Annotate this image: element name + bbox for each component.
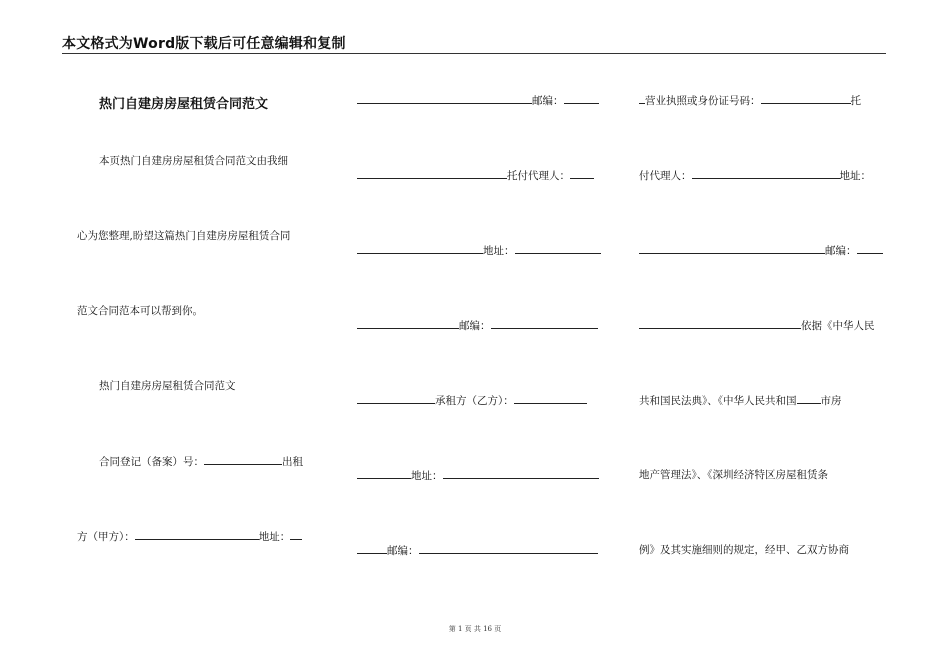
col3-line-4 <box>639 318 875 333</box>
col1-line-2: 心为您整理,盼望这篇热门自建房房屋租赁合同 <box>77 230 291 242</box>
blank-line <box>357 468 411 479</box>
blank-line <box>419 543 598 554</box>
col2-line-7 <box>357 543 598 558</box>
address-label: 地址： <box>258 531 291 543</box>
blank-line <box>639 243 825 254</box>
blank-line <box>570 168 594 179</box>
blank-line <box>564 93 599 104</box>
col1-line-1: 本页热门自建房房屋租赁合同范文由我细 <box>99 155 288 167</box>
header-divider <box>62 53 886 54</box>
blank-line <box>761 93 851 104</box>
address-label: 地址： <box>483 245 515 257</box>
postcode-label: 邮编： <box>387 545 419 557</box>
col3-line-3 <box>639 243 883 258</box>
col1-line-4: 热门自建房房屋租赁合同范文 <box>99 380 236 392</box>
address-label: 地址： <box>839 170 871 182</box>
blank-line <box>692 168 840 179</box>
agent-label-end: 付代理人： <box>639 170 692 182</box>
postcode-label: 邮编： <box>459 320 491 332</box>
address-label: 地址： <box>411 470 443 482</box>
col1-line-6 <box>77 529 302 544</box>
blank-line <box>443 468 599 479</box>
col3-line-2 <box>639 168 871 183</box>
col2-line-5 <box>357 393 587 408</box>
col3-line-5 <box>639 393 842 408</box>
page-number: 第 1 页 共 16 页 <box>448 625 502 633</box>
blank-line <box>204 454 282 465</box>
col3-line-7: 例》及其实施细则的规定，经甲、乙双方协商 <box>639 544 849 556</box>
agent-label: 托付代理人： <box>507 170 570 182</box>
party-b-label: 承租方（乙方）： <box>435 395 514 407</box>
blank-line <box>357 318 459 329</box>
blank-line <box>797 393 821 404</box>
blank-line <box>491 318 598 329</box>
blank-line <box>515 243 601 254</box>
postcode-label: 邮编： <box>532 95 564 107</box>
col3-line-1 <box>639 93 861 108</box>
registration-number-label: 合同登记（备案）号： <box>99 456 204 468</box>
legal-basis-text: 共和国民法典》、《中华人民共和国 <box>639 395 797 407</box>
blank-line <box>357 543 387 554</box>
blank-line <box>357 393 435 404</box>
col2-line-1 <box>357 93 599 108</box>
col1-line-3: 范文合同范本可以帮到你。 <box>77 305 203 317</box>
col2-line-6 <box>357 468 599 483</box>
blank-line <box>514 393 587 404</box>
blank-line <box>357 93 532 104</box>
blank-line <box>857 243 883 254</box>
col2-line-3 <box>357 243 601 258</box>
lessor-label-start: 出租 <box>282 456 303 468</box>
legal-basis-start: 依据《中华人民 <box>801 320 875 332</box>
city-label: 市房 <box>820 395 842 407</box>
license-id-label: 营业执照或身份证号码： <box>645 95 761 107</box>
blank-line <box>290 529 302 540</box>
blank-line <box>357 168 507 179</box>
col1-line-5 <box>99 454 303 469</box>
blank-line <box>639 318 801 329</box>
col2-line-2 <box>357 168 594 183</box>
col3-line-6: 地产管理法》、《深圳经济特区房屋租赁条 <box>639 469 828 481</box>
blank-line <box>357 243 483 254</box>
document-title: 热门自建房房屋租赁合同范文 <box>99 97 269 112</box>
party-a-label: 方（甲方）： <box>77 531 135 543</box>
col2-line-4 <box>357 318 598 333</box>
header-title: 本文格式为Word版下载后可任意编辑和复制 <box>62 36 346 52</box>
postcode-label: 邮编： <box>825 245 857 257</box>
agent-label-start: 托 <box>850 95 861 107</box>
blank-line <box>135 529 259 540</box>
